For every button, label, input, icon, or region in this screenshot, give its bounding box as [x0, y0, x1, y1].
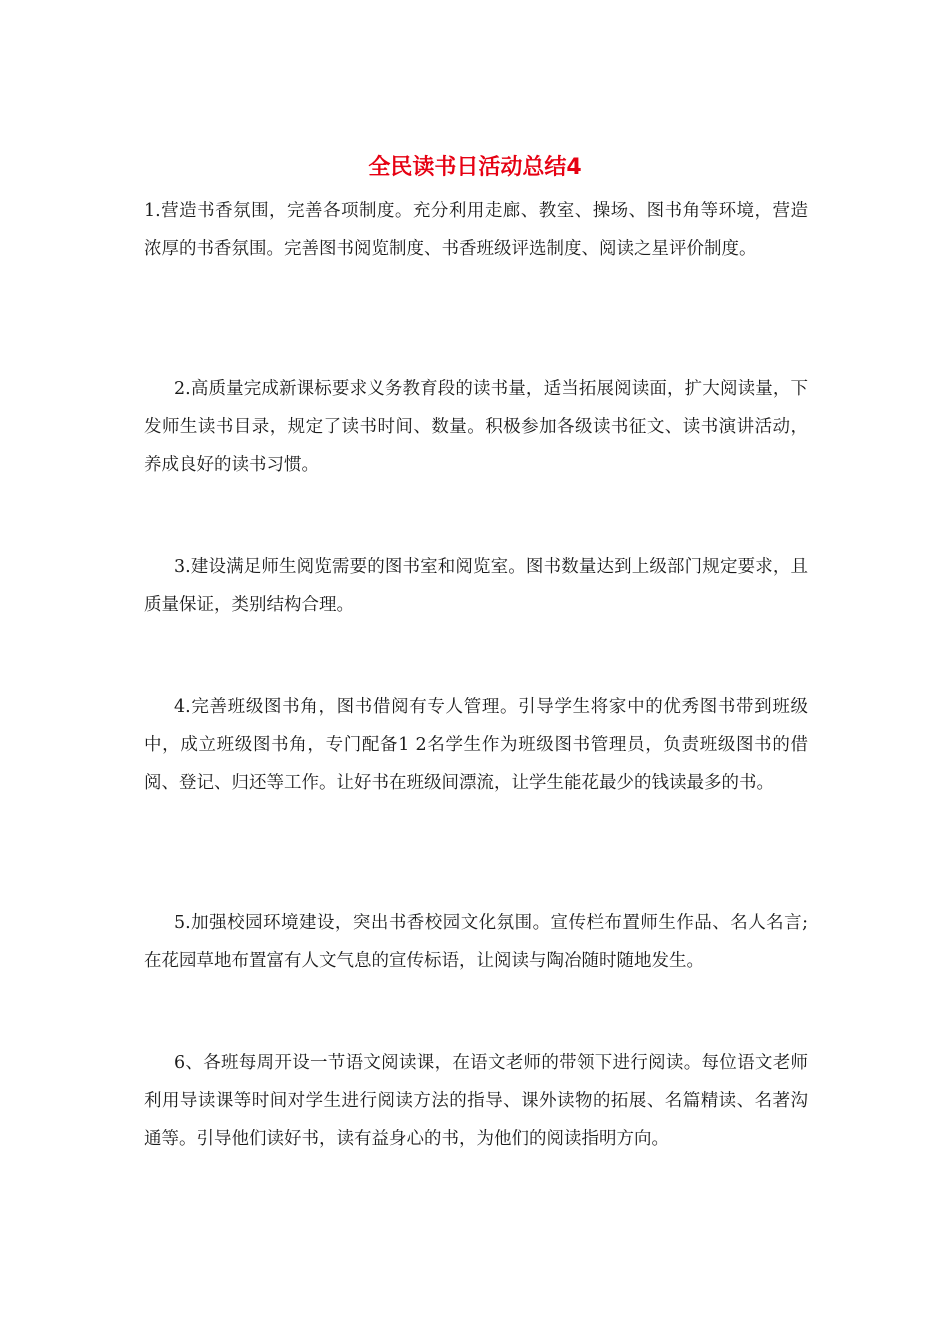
paragraph-1: 1.营造书香氛围，完善各项制度。充分利用走廊、教室、操场、图书角等环境，营造浓厚的书香氛围。完善图书阅览制度、书香班级评选制度、阅读之星评价制度。 [144, 201, 808, 259]
paragraph-6: 6、各班每周开设一节语文阅读课，在语文老师的带领下进行阅读。每位语文老师利用导读课等时间对学生进行阅读方法的指导、课外读物的拓展、名篇精读、名著沟通等。引导他们读好书，读有益身心的书，为他们的阅读指明方向。 [144, 1053, 808, 1149]
document-title: 全民读书日活动总结4 [368, 155, 582, 180]
paragraph-4: 4.完善班级图书角，图书借阅有专人管理。引导学生将家中的优秀图书带到班级中，成立班级图书角，专门配备1 2名学生作为班级图书管理员，负责班级图书的借阅、登记、归还等工作。让好书在班级间漂流，让学生能花最少的钱读最多的书。 [144, 697, 808, 793]
paragraph-2: 2.高质量完成新课标要求义务教育段的读书量，适当拓展阅读面，扩大阅读量，下发师生读书目录，规定了读书时间、数量。积极参加各级读书征文、读书演讲活动，养成良好的读书习惯。 [144, 379, 808, 475]
paragraph-5: 5.加强校园环境建设，突出书香校园文化氛围。宣传栏布置师生作品、名人名言;在花园草地布置富有人文气息的宣传标语，让阅读与陶冶随时随地发生。 [144, 913, 808, 971]
paragraph-3: 3.建设满足师生阅览需要的图书室和阅览室。图书数量达到上级部门规定要求，且质量保证，类别结构合理。 [144, 557, 808, 615]
